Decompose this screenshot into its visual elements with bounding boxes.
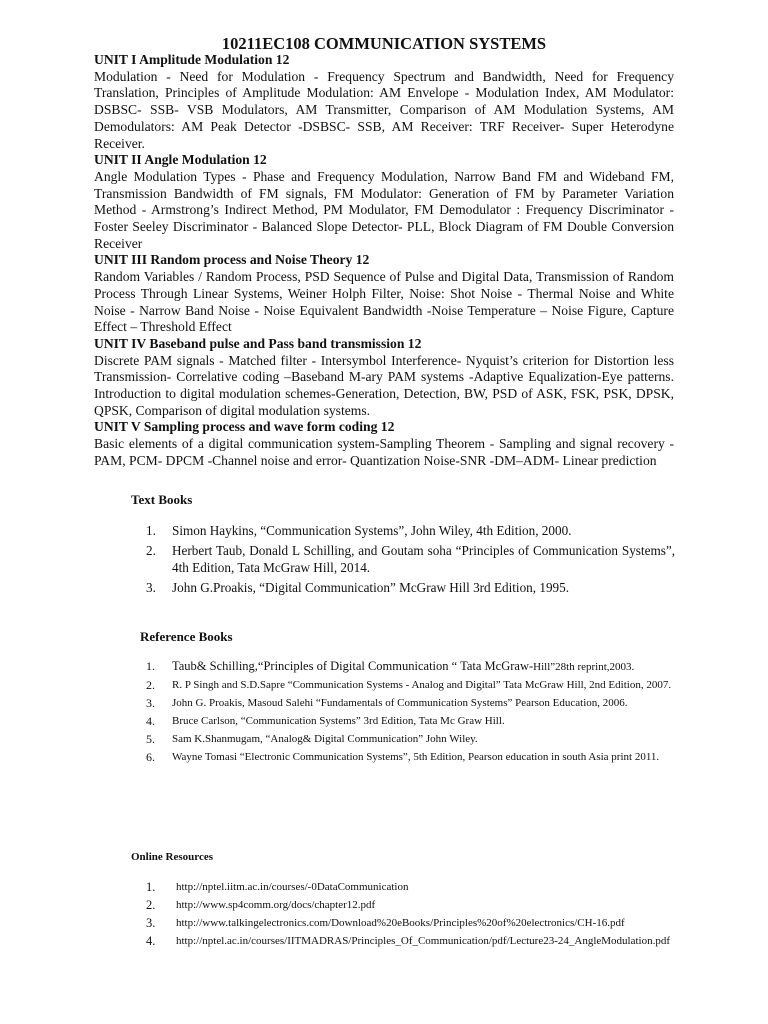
list-text: Simon Haykins, “Communication Systems”, John Wiley, 4th Edition, 2000. (172, 523, 572, 538)
unit-heading: UNIT V Sampling process and wave form coding 12 (94, 419, 395, 435)
text-books-heading: Text Books (131, 492, 193, 507)
resource-link[interactable]: http://www.talkingelectronics.com/Download%20eBooks/Principles%20of%20electronics/CH-16.pdf (176, 917, 625, 929)
list-item (146, 732, 675, 746)
list-number: 3. (146, 916, 156, 930)
list-text: John G.Proakis, “Digital Communication” McGraw Hill 3rd Edition, 1995. (172, 579, 570, 595)
unit-4 (94, 336, 674, 420)
list-item (146, 678, 675, 692)
list-number: 1. (146, 880, 156, 894)
resource-link[interactable]: http://nptel.ac.in/courses/IITMADRAS/Principles_Of_Communication/pdf/Lecture23-24_AngleModulation.pdf (176, 935, 671, 947)
list-item (146, 898, 676, 912)
online-resources-heading: Online Resources (131, 851, 213, 863)
text-books-list (146, 523, 675, 600)
unit-heading: UNIT III Random process and Noise Theory 12 (94, 252, 370, 268)
list-item (146, 659, 675, 674)
list-item (146, 916, 676, 930)
list-number: 6. (146, 750, 155, 764)
unit-3 (94, 252, 674, 336)
reference-books-list (146, 659, 675, 768)
syllabus-units (94, 52, 674, 470)
unit-body: Modulation - Need for Modulation - Frequency Spectrum and Bandwidth, Need for Frequency Translation, Principles of Amplitude Modulation: AM Envelope - Modulation Index, AM Modulator: DSBSC- SSB- VSB Modulators, AM Transmitter, Comparison of AM Modulation Systems, AM Demodulators: AM Peak Detector -DSBSC- SSB, AM Receiver: TRF Receiver- Super Heterodyne Receiver. (94, 68, 674, 151)
unit-body: Basic elements of a digital communication system-Sampling Theorem - Sampling and signal recovery - PAM, PCM- DPCM -Channel noise and error- Quantization Noise-SNR -DM–ADM- Linear prediction (94, 436, 674, 468)
list-item (146, 880, 676, 894)
list-text-continued: Hill”28th reprint,2003. (533, 661, 635, 673)
list-number: 2. (146, 543, 156, 559)
unit-5 (94, 419, 674, 469)
list-number: 4. (146, 714, 155, 728)
resource-link[interactable]: http://nptel.iitm.ac.in/courses/-0DataCommunication (176, 881, 409, 893)
list-text: John G. Proakis, Masoud Salehi “Fundamentals of Communication Systems” Pearson Education, 2006. (172, 697, 628, 709)
online-resources-list (146, 880, 676, 952)
list-text: Sam K.Shanmugam, “Analog& Digital Communication” John Wiley. (172, 733, 478, 745)
list-item (146, 934, 676, 948)
reference-books-heading: Reference Books (140, 629, 233, 644)
page-title: 10211EC108 COMMUNICATION SYSTEMS (221, 34, 547, 53)
list-text: Taub& Schilling,“Principles of Digital Communication “ Tata McGraw- (172, 659, 534, 673)
unit-heading: UNIT I Amplitude Modulation 12 (94, 52, 290, 67)
resource-link[interactable]: http://www.sp4comm.org/docs/chapter12.pdf (176, 899, 376, 911)
list-number: 4. (146, 934, 156, 948)
list-item (146, 750, 675, 764)
unit-heading: UNIT IV Baseband pulse and Pass band transmission 12 (94, 335, 422, 351)
unit-body: Random Variables / Random Process, PSD Sequence of Pulse and Digital Data, Transmission of Random Process Through Linear Systems, Weiner Holph Filter, Noise: Shot Noise - Thermal Noise and White Noise - Narrow Band Noise - Noise Equivalent Bandwidth -Noise Temperature – Noise Figure, Capture Effect – Threshold Effect (94, 269, 674, 335)
unit-1 (94, 52, 674, 152)
list-number: 3. (146, 696, 155, 710)
list-text: Herbert Taub, Donald L Schilling, and Goutam soha “Principles of Communication Systems”, 4th Edition, Tata McGraw Hill, 2014. (172, 543, 675, 575)
list-text: Bruce Carlson, “Communication Systems” 3rd Edition, Tata Mc Graw Hill. (172, 715, 505, 727)
list-number: 2. (146, 898, 156, 912)
unit-body: Angle Modulation Types - Phase and Frequency Modulation, Narrow Band FM and Wideband FM, Transmission Bandwidth of FM signals, FM Modulator: Generation of FM by Parameter Variation Method - Armstrong’s Indirect Method, PM Modulator, FM Demodulator : Frequency Discriminator - Foster Seeley Discriminator - Balanced Slope Detector- PLL, Block Diagram of FM Double Conversion Receiver (94, 168, 674, 251)
unit-body: Discrete PAM signals - Matched filter - Intersymbol Interference- Nyquist’s criterion for Distortion less Transmission- Correlative coding –Baseband M-ary PAM systems -Adaptive Equalization-Eye patterns. Introduction to digital modulation schemes-Generation, Detection, BW, PSD of ASK, FSK, PSK, DPSK, QPSK, Comparison of digital modulation systems. (94, 352, 674, 418)
unit-heading: UNIT II Angle Modulation 12 (94, 152, 267, 168)
list-number: 3. (146, 579, 156, 595)
list-item (146, 523, 675, 539)
list-item (146, 696, 675, 710)
list-text: Wayne Tomasi “Electronic Communication Systems”, 5th Edition, Pearson education in south Asia print 2011. (172, 751, 660, 763)
list-text: R. P Singh and S.D.Sapre “Communication Systems - Analog and Digital” Tata McGraw Hill, 2nd Edition, 2007. (172, 679, 672, 691)
list-item (146, 543, 675, 576)
list-item (146, 579, 675, 596)
list-number: 5. (146, 732, 155, 746)
list-number: 1. (146, 659, 155, 673)
list-item (146, 714, 675, 728)
unit-2 (94, 152, 674, 252)
list-number: 2. (146, 678, 155, 692)
list-number: 1. (146, 523, 156, 538)
